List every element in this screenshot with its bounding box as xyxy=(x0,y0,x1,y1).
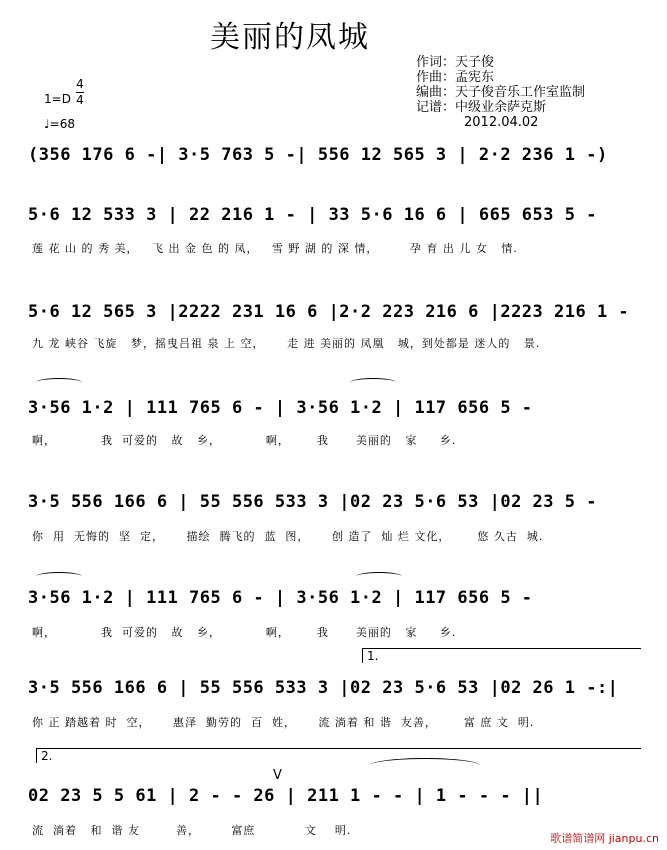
system-8-lyrics: 流 淌着 和 谐 友 善， 富庶 文 明. xyxy=(32,824,352,837)
lyricist-credit: 作词：天子俊 xyxy=(416,55,495,70)
slur xyxy=(356,572,402,581)
credits-block xyxy=(416,55,585,130)
slur xyxy=(350,378,396,387)
system-6-notes: 3·56 1·2 | 111 765 6 - | 3·56 1·2 | 117 656 5 - xyxy=(28,588,533,608)
date-credit: 2012.04.02 xyxy=(464,115,539,130)
slur xyxy=(370,758,480,773)
system-2-lyrics: 莲 花 山 的 秀 美， 飞 出 金 色 的 凤， 雪 野 湖 的 深 情， 孕 育 出 儿 女 情. xyxy=(32,242,518,255)
time-signature xyxy=(76,79,84,106)
transcriber-credit: 记谱：中级业余萨克斯 xyxy=(416,100,547,115)
system-5-lyrics: 你 用 无悔的 坚 定， 描绘 腾飞的 蓝 图， 创 造了 灿 烂 文化， 悠 久古 城. xyxy=(32,530,544,543)
song-title: 美丽的凤城 xyxy=(210,20,370,55)
volta-first-ending: 1. xyxy=(362,648,641,663)
system-2-notes: 5·6 12 533 3 | 22 216 1 - | 33 5·6 16 6 | 665 653 5 - xyxy=(28,205,597,225)
system-6-lyrics: 啊， 我 可爱的 故 乡， 啊， 我 美丽的 家 乡. xyxy=(32,626,457,639)
system-4-lyrics: 啊， 我 可爱的 故 乡， 啊， 我 美丽的 家 乡. xyxy=(32,434,457,447)
system-8-notes: 02 23 5 5 61 | 2 - - 26 | 211 1 - - | 1 - - - || xyxy=(28,786,544,806)
volta-second-ending: 2. xyxy=(36,748,641,763)
time-signature-bottom: 4 xyxy=(76,93,84,107)
system-1-lyrics xyxy=(32,172,642,188)
system-7-lyrics: 你 正 踏越着 时 空， 惠泽 勤劳的 百 姓， 流 淌着 和 谐 友善， 富 庶 文 明. xyxy=(32,716,535,729)
breath-mark: V xyxy=(273,768,282,783)
system-3-lyrics: 九 龙 峡谷 飞旋 梦，摇曳吕祖 泉 上 空， 走 进 美丽的 凤凰 城，到处都是 迷人的 景. xyxy=(32,337,541,350)
slur xyxy=(36,572,82,581)
system-5-notes: 3·5 556 166 6 | 55 556 533 3 |02 23 5·6 53 |02 23 5 - xyxy=(28,492,597,512)
system-4-notes: 3·56 1·2 | 111 765 6 - | 3·56 1·2 | 117 656 5 - xyxy=(28,398,533,418)
watermark-text: 歌谱简谱网 jianpu.cn xyxy=(550,832,659,845)
time-signature-top: 4 xyxy=(76,77,84,91)
composer-credit: 作曲：孟宪东 xyxy=(416,70,495,85)
key-signature: 1=D xyxy=(44,92,71,106)
tempo-marking: ♩=68 xyxy=(44,117,75,131)
system-7-notes: 3·5 556 166 6 | 55 556 533 3 |02 23 5·6 53 |02 26 1 -:| xyxy=(28,678,619,698)
system-3-notes: 5·6 12 565 3 |2222 231 16 6 |2·2 223 216 6 |2223 216 1 - xyxy=(28,302,630,322)
arranger-credit: 编曲：天子俊音乐工作室监制 xyxy=(416,85,586,100)
slur xyxy=(36,378,82,387)
system-1-notes: (356 176 6 -| 3·5 763 5 -| 556 12 565 3 | 2·2 236 1 -) xyxy=(28,145,608,165)
